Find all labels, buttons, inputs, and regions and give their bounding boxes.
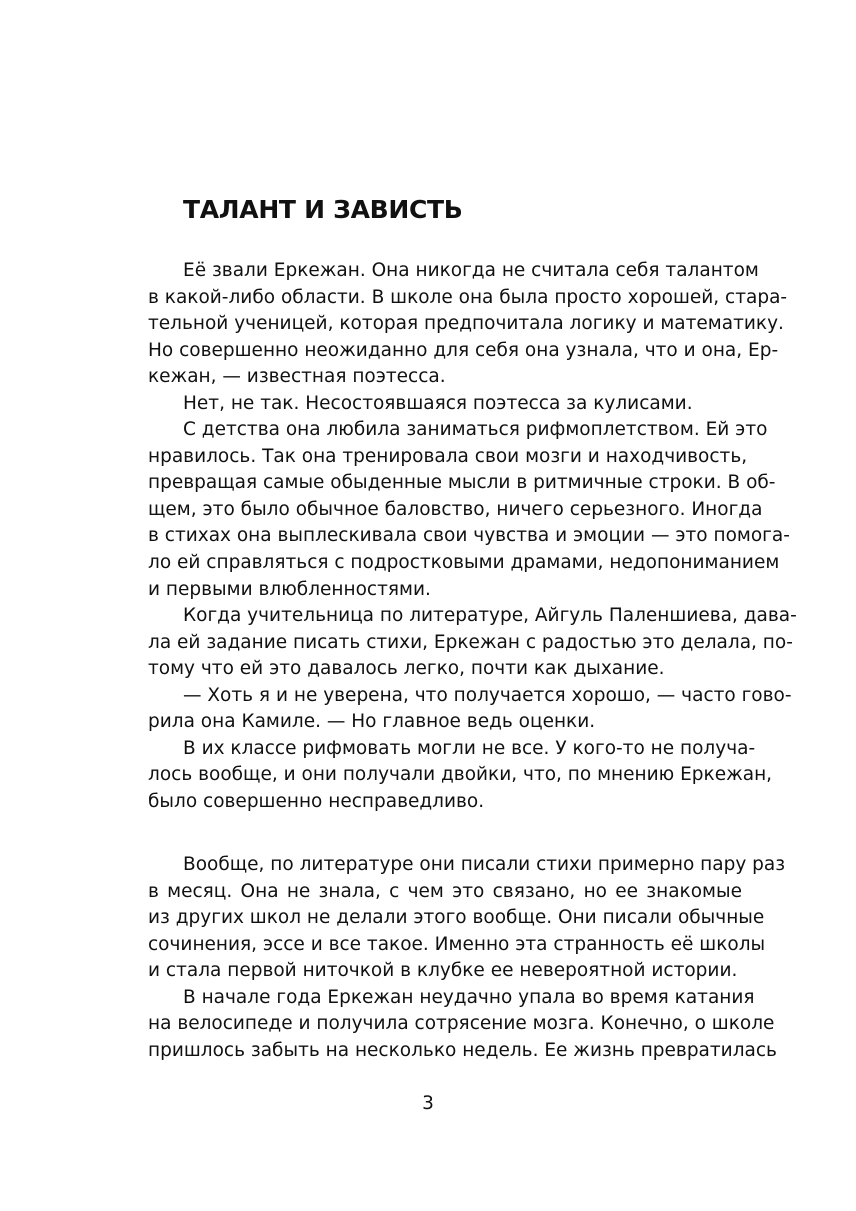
text-line: в какой-либо области. В школе она была просто хорошей, стара-: [148, 286, 788, 308]
text-line: рила она Камиле. — Но главное ведь оценки.: [148, 711, 596, 733]
text-line: лось вообще, и они получали двойки, что, по мнению Еркежан,: [148, 764, 773, 786]
text-line: С детства она любила заниматься рифмоплетством. Ей это: [183, 419, 768, 441]
text-line: В начале года Еркежан неудачно упала во время катания: [183, 986, 755, 1008]
text-line: превращая самые обыденные мысли в ритмичные строки. В об-: [148, 472, 776, 494]
text-line: ла ей задание писать стихи, Еркежан с радостью это делала, по-: [148, 631, 793, 653]
chapter-title: ТАЛАНТ И ЗАВИСТЬ: [183, 195, 463, 224]
text-line: и стала первой ниточкой в клубке ее невероятной истории.: [148, 960, 738, 982]
text-line: сочинения, эссе и все такое. Именно эта странность её школы: [148, 933, 766, 955]
text-line: Её звали Еркежан. Она никогда не считала себя талантом: [183, 260, 759, 281]
text-line: Вообще, по литературе они писали стихи примерно пару раз: [183, 854, 786, 875]
text-line: нравилось. Так она тренировала свои мозги и находчивость,: [148, 445, 748, 467]
body-text-section-1: [148, 258, 797, 815]
text-line: — Хоть я и не уверена, что получается хорошо, — часто гово-: [183, 684, 792, 706]
text-line: Но совершенно неожиданно для себя она узнала, что и она, Ер-: [148, 339, 779, 361]
text-line: ло ей справляться с подростковыми драмами, недопониманием: [148, 552, 780, 574]
text-line: тельной ученицей, которая предпочитала логику и математику.: [148, 313, 784, 335]
page-number: 3: [422, 1093, 434, 1114]
text-line: в месяц. Она не знала, с чем это связано, но ее знакомые: [148, 880, 742, 902]
text-line: кежан, — известная поэтесса.: [148, 366, 446, 388]
text-line: В их классе рифмовать могли не все. У кого-то не получа-: [183, 737, 756, 759]
text-line: тому что ей это давалось легко, почти как дыхание.: [148, 658, 665, 680]
text-line: было совершенно несправедливо.: [148, 790, 485, 812]
text-line: в стихах она выплескивала свои чувства и эмоции — это помога-: [148, 525, 790, 547]
text-line: и первыми влюбленностями.: [148, 578, 431, 600]
text-line: Нет, не так. Несостоявшаяся поэтесса за кулисами.: [183, 392, 693, 414]
text-line: щем, это было обычное баловство, ничего серьезного. Иногда: [148, 498, 763, 520]
text-line: Когда учительница по литературе, Айгуль Паленшиева, дава-: [183, 605, 797, 627]
text-line: на велосипеде и получила сотрясение мозга. Конечно, о школе: [148, 1013, 775, 1035]
text-line: пришлось забыть на несколько недель. Ее жизнь превратилась: [148, 1039, 777, 1061]
text-line: из других школ не делали этого вообще. Они писали обычные: [148, 907, 765, 929]
body-text-section-2: [148, 852, 786, 1064]
